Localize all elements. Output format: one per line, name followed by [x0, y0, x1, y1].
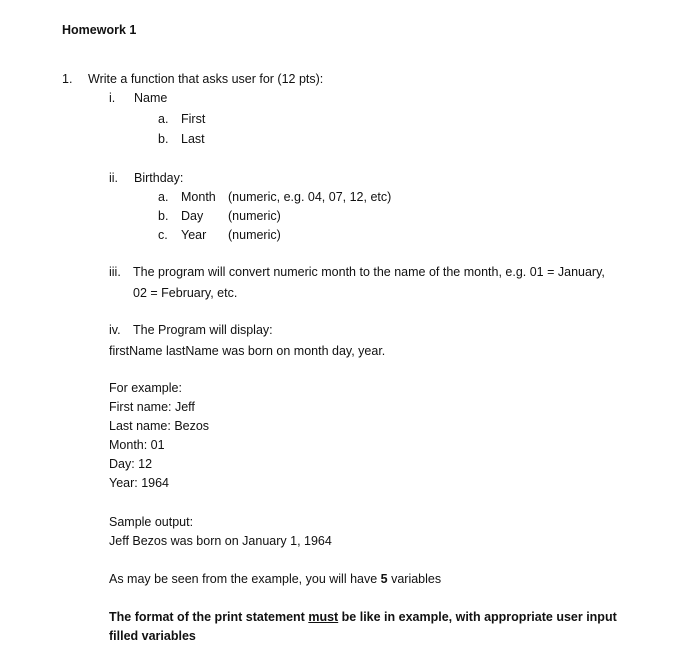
- question-number: 1.: [62, 72, 73, 86]
- format-note: [109, 609, 617, 625]
- sub-label-name: Name: [134, 91, 168, 105]
- list-item-day: Day: [181, 209, 204, 223]
- list-item-note: (numeric): [228, 228, 281, 242]
- sub-marker-iv: iv.: [109, 323, 121, 337]
- list-item-month: Month: [181, 190, 216, 204]
- conversion-text-line2: 02 = February, etc.: [133, 286, 238, 300]
- format-note-line2: filled variables: [109, 629, 196, 643]
- example-line: Day: 12: [109, 457, 153, 471]
- sub-marker-iii: iii.: [109, 265, 121, 279]
- sample-heading: Sample output:: [109, 515, 194, 529]
- list-item-last: Last: [181, 132, 205, 146]
- example-heading: For example:: [109, 381, 182, 395]
- list-item-note: (numeric): [228, 209, 281, 223]
- sub-marker-i: i.: [109, 91, 116, 105]
- list-marker: b.: [158, 132, 169, 146]
- variables-note: [109, 571, 441, 587]
- example-line: Year: 1964: [109, 476, 170, 490]
- list-marker: a.: [158, 190, 169, 204]
- list-marker: a.: [158, 112, 169, 126]
- display-template: firstName lastName was born on month day, year.: [109, 344, 386, 358]
- example-line: Month: 01: [109, 438, 165, 452]
- sub-label-birthday: Birthday:: [134, 171, 184, 185]
- list-marker: c.: [158, 228, 168, 242]
- format-note-must: must: [308, 610, 339, 624]
- list-item-year: Year: [181, 228, 207, 242]
- conversion-text-line1: The program will convert numeric month to the name of the month, e.g. 01 = January,: [133, 265, 605, 279]
- question-prompt: Write a function that asks user for (12 pts):: [88, 72, 324, 86]
- format-note-part2: be like in example, with appropriate user input: [338, 610, 617, 624]
- format-note-part1: The format of the print statement: [109, 610, 309, 624]
- list-item-first: First: [181, 112, 206, 126]
- variables-note-suffix: variables: [387, 572, 442, 586]
- variables-note-prefix: As may be seen from the example, you will have: [109, 572, 381, 586]
- sample-output: Jeff Bezos was born on January 1, 1964: [109, 534, 332, 548]
- example-line: Last name: Bezos: [109, 419, 210, 433]
- display-label: The Program will display:: [133, 323, 273, 337]
- variables-count: 5: [380, 572, 388, 586]
- example-line: First name: Jeff: [109, 400, 195, 414]
- list-marker: b.: [158, 209, 169, 223]
- list-item-note: (numeric, e.g. 04, 07, 12, etc): [228, 190, 392, 204]
- page-title: Homework 1: [62, 23, 137, 37]
- sub-marker-ii: ii.: [109, 171, 119, 185]
